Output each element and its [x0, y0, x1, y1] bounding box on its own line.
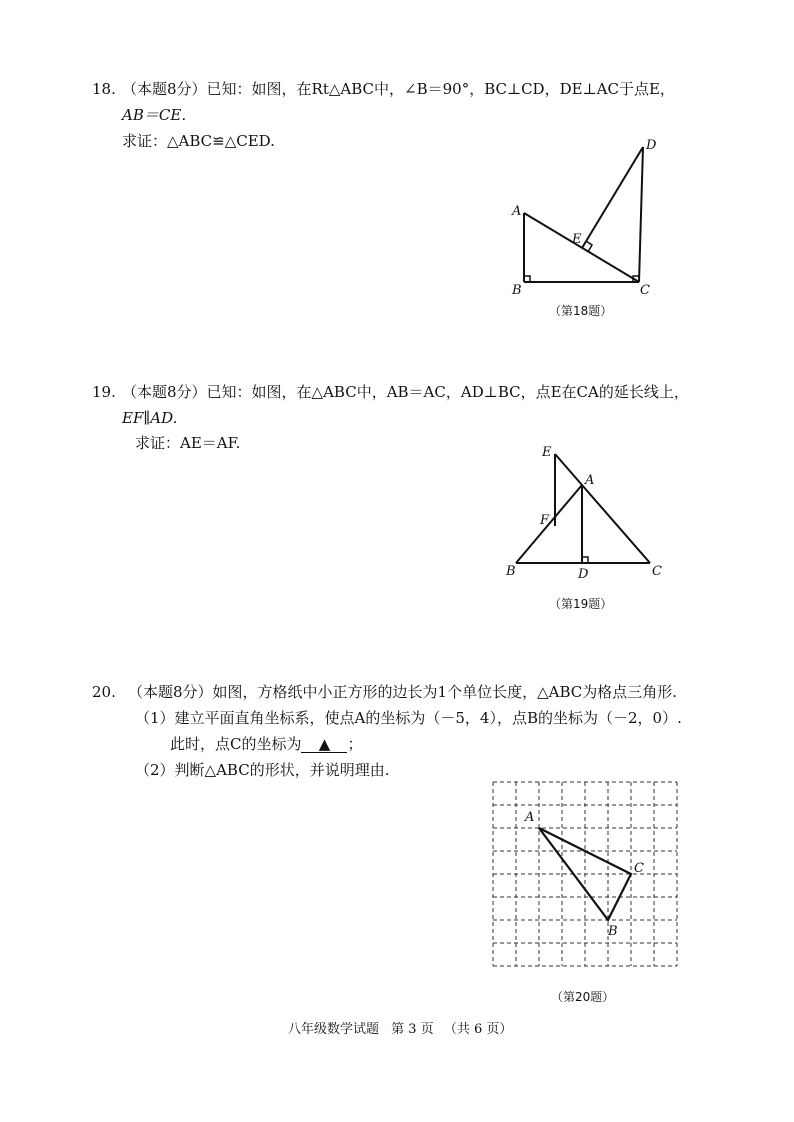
q18-prove-line: 求证：△ABC≌△CED.: [122, 132, 275, 150]
q19-label-c: C: [652, 564, 662, 579]
q19-figure: [500, 440, 680, 585]
answer-blank[interactable]: ▲: [301, 736, 347, 753]
page-footer: [288, 1018, 512, 1037]
q19-prove-line: 求证：AE＝AF.: [135, 434, 241, 452]
q18-caption: （第18题）: [549, 304, 613, 318]
q20-answer-prefix: 此时，点C的坐标为: [170, 735, 302, 753]
q20-answer-suffix: ；: [347, 735, 363, 753]
q18-label-a: A: [512, 204, 522, 219]
q20-label-b: B: [608, 924, 618, 939]
q18-label-c: C: [640, 283, 650, 295]
q20-label-c: C: [634, 861, 644, 876]
q20-grid-figure: [486, 775, 686, 975]
q19-text-line1: （本题8分）已知：如图，在△ABC中，AB＝AC，AD⊥BC，点E在CA的延长线上，: [122, 383, 689, 401]
q20-part2-line: （2）判断△ABC的形状，并说明理由.: [135, 761, 390, 779]
q20-text-line1: （本题8分）如图，方格纸中小正方形的边长为1个单位长度，△ABC为格点三角形.: [128, 683, 678, 701]
q18-figure: [500, 135, 680, 295]
q18-number: 18.: [92, 80, 116, 98]
q19-label-a: A: [585, 473, 595, 488]
footer-total: （共 6 页）: [443, 1022, 513, 1037]
q20-caption: （第20题）: [551, 990, 615, 1004]
q18-label-e: E: [572, 232, 582, 247]
footer-page: 第 3 页: [391, 1022, 434, 1037]
q19-text-line2: EF∥AD.: [122, 409, 178, 427]
q19-number: 19.: [92, 383, 116, 401]
q19-label-f: F: [540, 513, 550, 528]
q18-text-line2: AB＝CE．: [122, 106, 197, 124]
q20-part1-answer-line: [170, 734, 363, 754]
q20-grid: [493, 782, 677, 966]
q20-label-a: A: [525, 810, 535, 825]
q19-label-d: D: [578, 567, 589, 582]
q19-label-b: B: [506, 564, 516, 579]
q20-part1-line: （1）建立平面直角坐标系，使点A的坐标为（－5，4），点B的坐标为（－2，0）.: [135, 709, 682, 727]
q19-label-e: E: [542, 445, 552, 460]
q18-label-b: B: [512, 283, 522, 295]
q18-label-d: D: [646, 138, 657, 153]
q18-text-line1: （本题8分）已知：如图，在Rt△ABC中，∠B＝90°，BC⊥CD，DE⊥AC于点E，: [122, 80, 675, 98]
footer-subject: 八年级数学试题: [288, 1022, 380, 1037]
q20-number: 20.: [92, 683, 116, 701]
q19-caption: （第19题）: [549, 597, 613, 611]
